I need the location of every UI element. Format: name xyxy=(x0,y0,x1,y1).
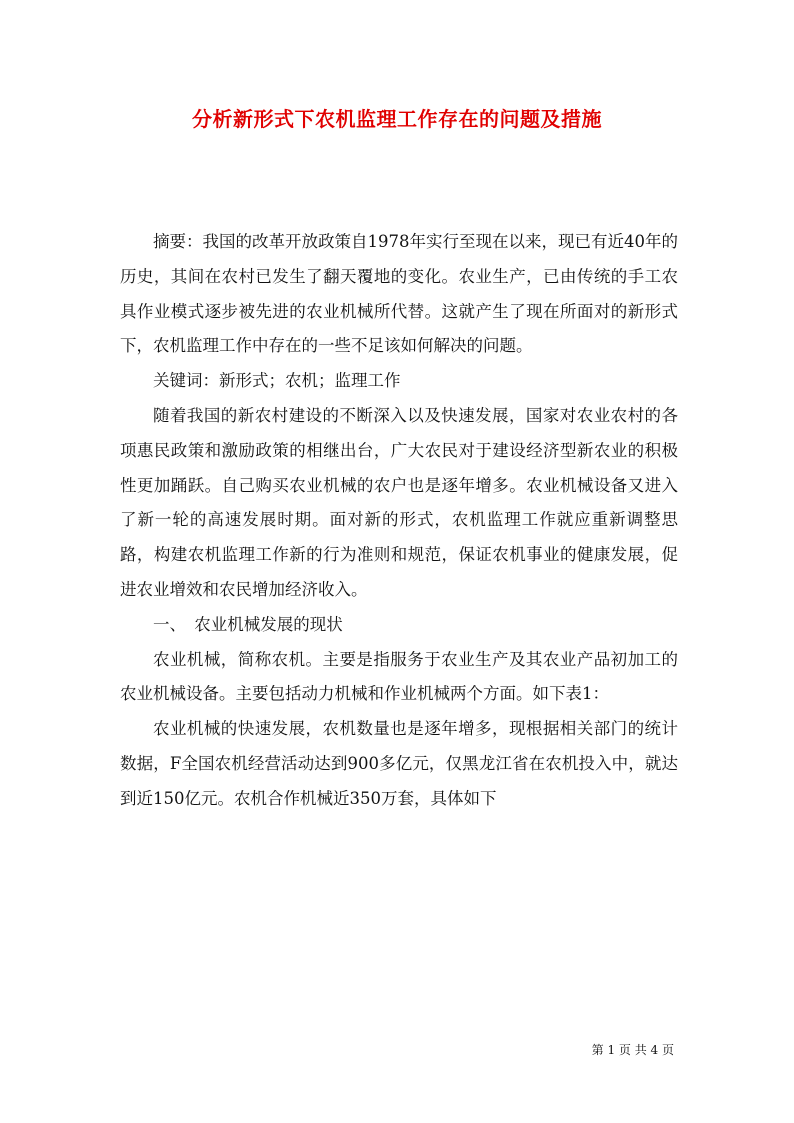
keywords-paragraph: 关键词：新形式；农机；监理工作 xyxy=(153,371,401,391)
section-paragraph-1: 农业机械，简称农机。主要是指服务于农业生产及其农业产品初加工的农业机械设备。主要包括动力机械和作业机械两个方面。如下表1： xyxy=(120,649,678,704)
abstract-paragraph: 摘要：我国的改革开放政策自1978年实行至现在以来，现已有近40年的历史，其间在农村已发生了翻天覆地的变化。农业生产，已由传统的手工农具作业模式逐步被先进的农业机械所代替。这就产生了现在所面对的新形式下，农机监理工作中存在的一些不足该如何解决的问题。 xyxy=(120,232,678,356)
document-title: 分析新形式下农机监理工作存在的问题及措施 xyxy=(192,107,602,131)
section-heading: 一、 农业机械发展的现状 xyxy=(153,614,343,634)
document-body xyxy=(120,225,678,817)
section-paragraph-2: 农业机械的快速发展，农机数量也是逐年增多，现根据相关部门的统计数据，F全国农机经营活动达到900多亿元，仅黑龙江省在农机投入中，就达到近150亿元。农机合作机械近350万套，具体如下 xyxy=(120,719,678,808)
intro-paragraph: 随着我国的新农村建设的不断深入以及快速发展，国家对农业农村的各项惠民政策和激励政策的相继出台，广大农民对于建设经济型新农业的积极性更加踊跃。自己购买农业机械的农户也是逐年增多。农业机械设备又进入了新一轮的高速发展时期。面对新的形式，农机监理工作就应重新调整思路，构建农机监理工作新的行为准则和规范，保证农机事业的健康发展，促进农业增效和农民增加经济收入。 xyxy=(120,405,678,599)
page-footer: 第 1 页 共 4 页 xyxy=(591,1043,674,1057)
